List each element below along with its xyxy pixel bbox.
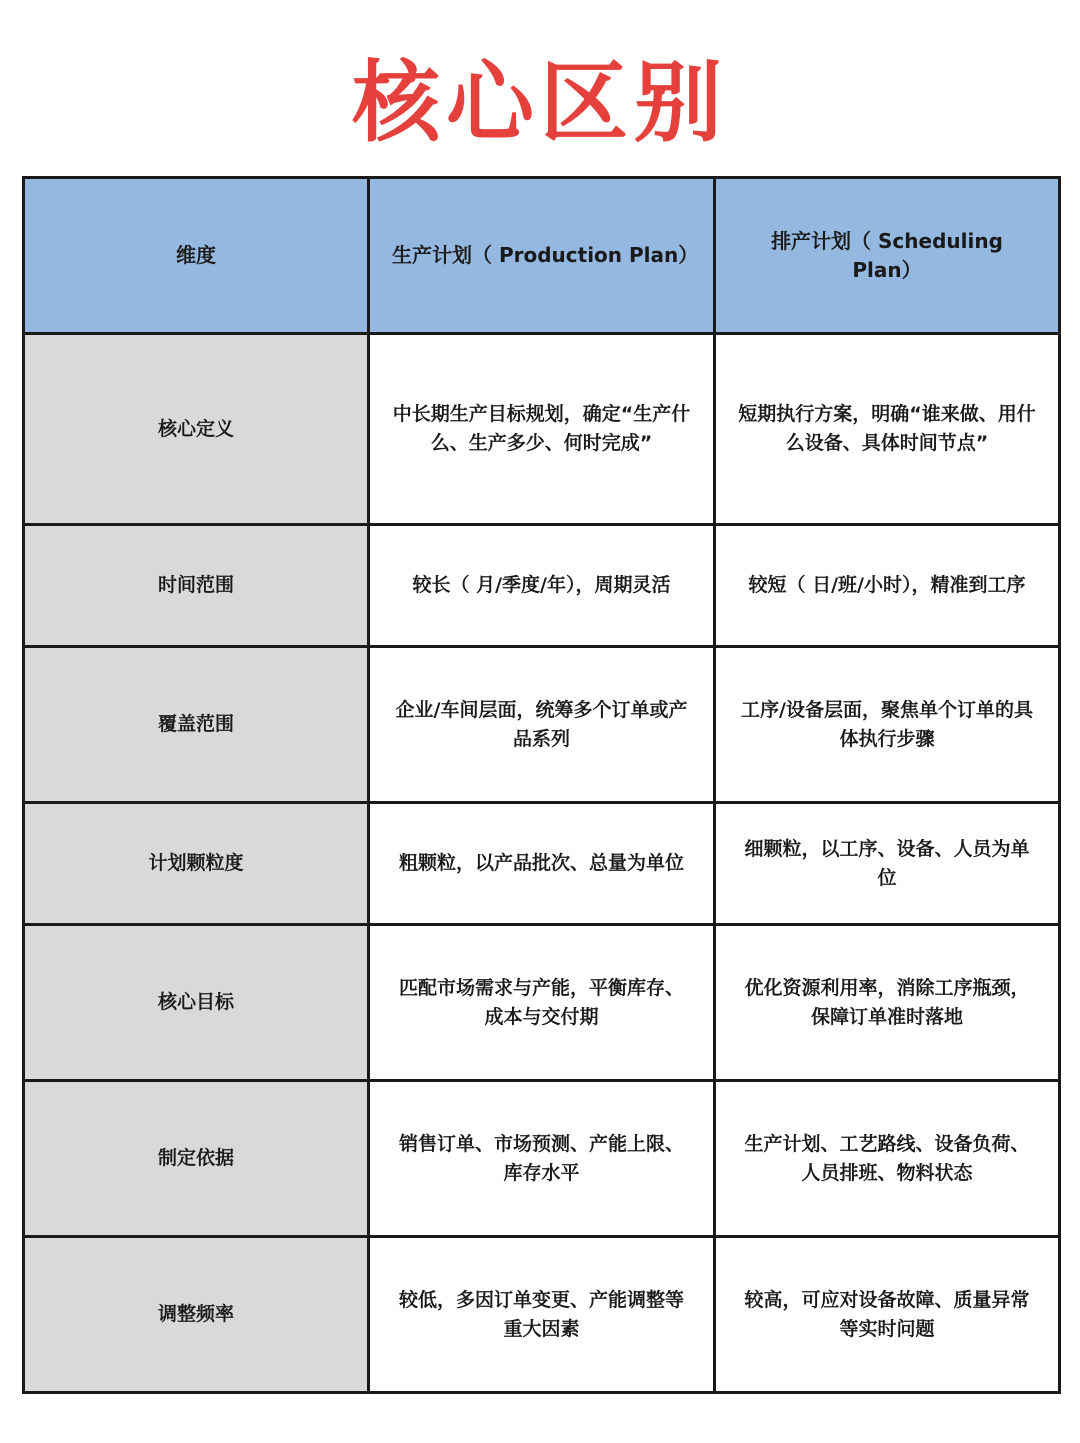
table-header-row xyxy=(24,178,1060,334)
dimension-cell: 覆盖范围 xyxy=(24,647,369,803)
dimension-cell: 时间范围 xyxy=(24,525,369,647)
production-cell: 中长期生产目标规划，确定“生产什么、生产多少、何时完成” xyxy=(369,334,715,525)
table-row xyxy=(24,647,1060,803)
table-row xyxy=(24,1081,1060,1237)
header-production-plan: 生产计划（ Production Plan） xyxy=(369,178,715,334)
scheduling-cell: 短期执行方案，明确“谁来做、用什么设备、具体时间节点” xyxy=(715,334,1060,525)
production-cell: 粗颗粒，以产品批次、总量为单位 xyxy=(369,803,715,925)
dimension-cell: 核心目标 xyxy=(24,925,369,1081)
table-row xyxy=(24,925,1060,1081)
production-cell: 较长（ 月/季度/年），周期灵活 xyxy=(369,525,715,647)
scheduling-cell: 优化资源利用率，消除工序瓶颈，保障订单准时落地 xyxy=(715,925,1060,1081)
table-row xyxy=(24,334,1060,525)
production-cell: 匹配市场需求与产能，平衡库存、成本与交付期 xyxy=(369,925,715,1081)
scheduling-cell: 工序/设备层面，聚焦单个订单的具体执行步骤 xyxy=(715,647,1060,803)
dimension-cell: 调整频率 xyxy=(24,1237,369,1393)
table-row xyxy=(24,803,1060,925)
scheduling-cell: 较短（ 日/班/小时），精准到工序 xyxy=(715,525,1060,647)
comparison-table xyxy=(22,176,1061,1394)
scheduling-cell: 较高，可应对设备故障、质量异常等实时问题 xyxy=(715,1237,1060,1393)
table-row xyxy=(24,1237,1060,1393)
page-title: 核心区别 xyxy=(351,51,728,154)
header-dimension: 维度 xyxy=(24,178,369,334)
dimension-cell: 计划颗粒度 xyxy=(24,803,369,925)
production-cell: 企业/车间层面，统筹多个订单或产品系列 xyxy=(369,647,715,803)
header-scheduling-plan: 排产计划（ Scheduling Plan） xyxy=(715,178,1060,334)
dimension-cell: 制定依据 xyxy=(24,1081,369,1237)
scheduling-cell: 细颗粒，以工序、设备、人员为单位 xyxy=(715,803,1060,925)
dimension-cell: 核心定义 xyxy=(24,334,369,525)
production-cell: 销售订单、市场预测、产能上限、库存水平 xyxy=(369,1081,715,1237)
scheduling-cell: 生产计划、工艺路线、设备负荷、人员排班、物料状态 xyxy=(715,1081,1060,1237)
production-cell: 较低，多因订单变更、产能调整等重大因素 xyxy=(369,1237,715,1393)
table-row xyxy=(24,525,1060,647)
